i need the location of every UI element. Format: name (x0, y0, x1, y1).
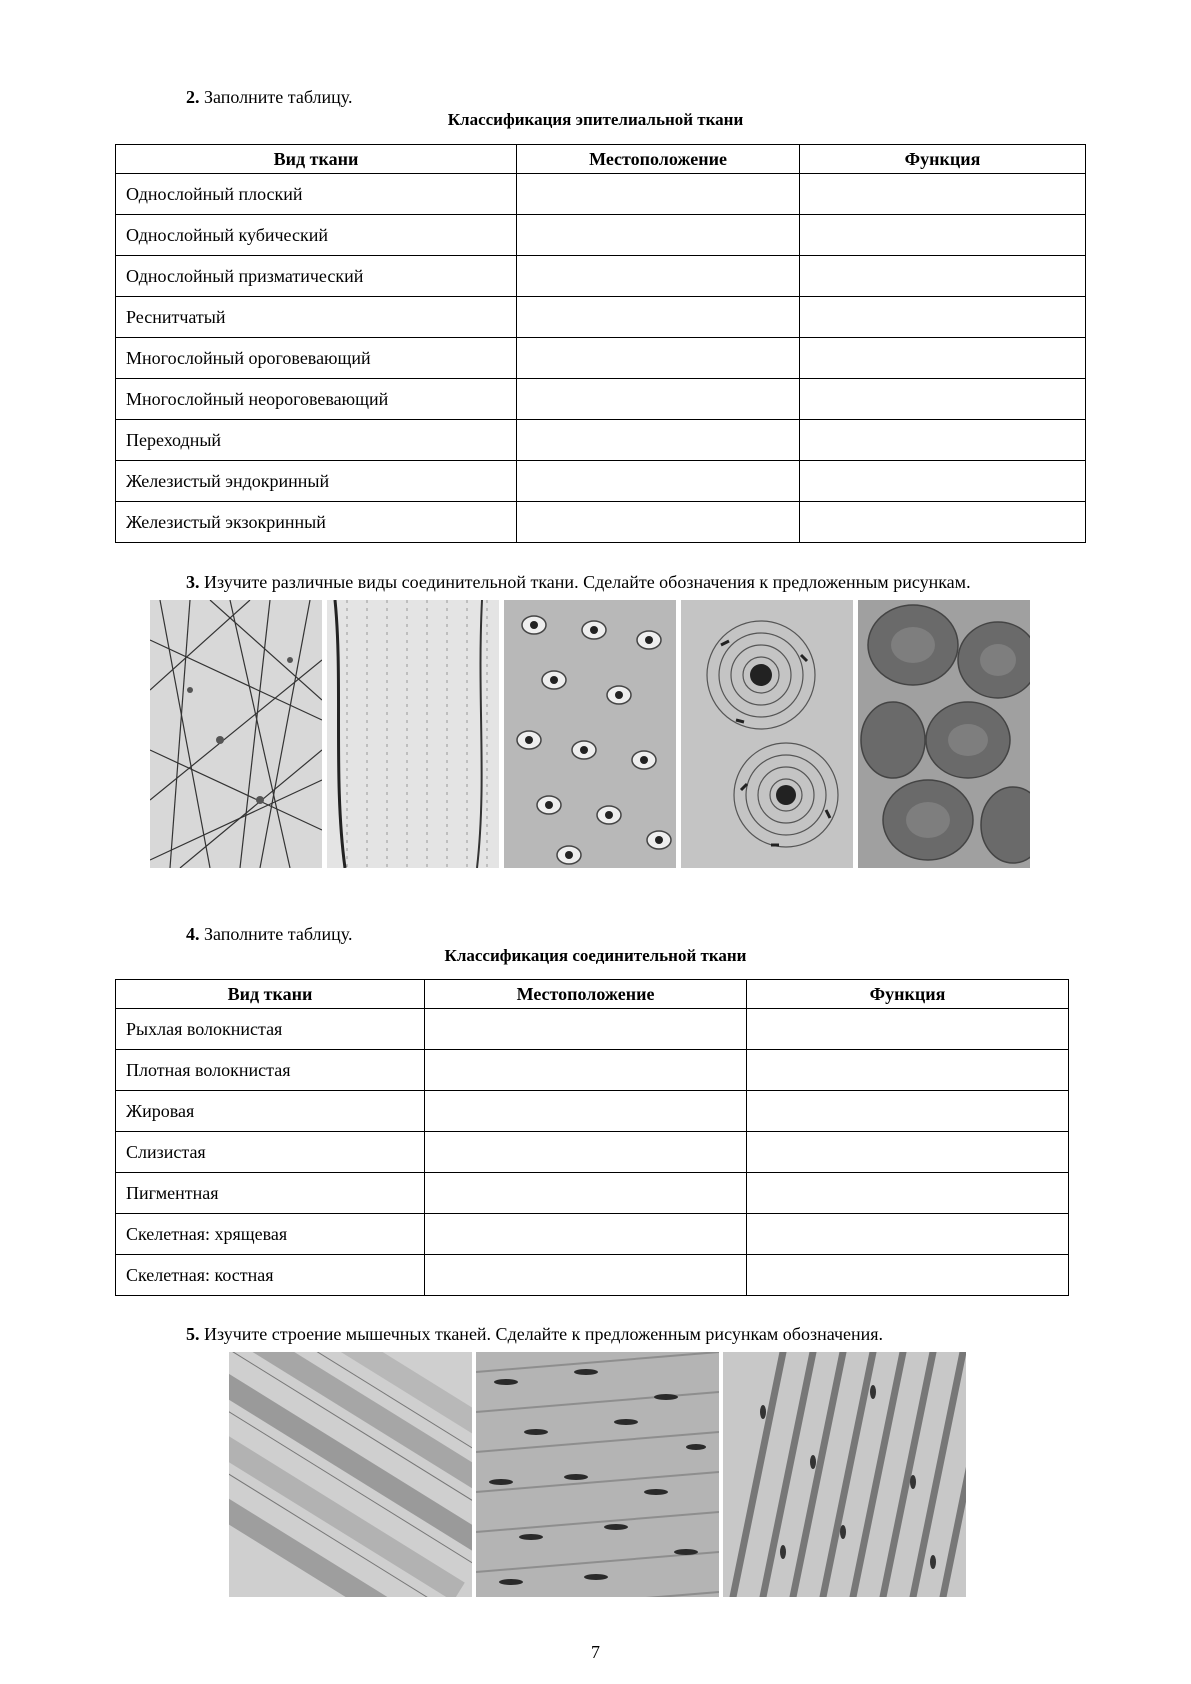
connective-table-location-cell[interactable] (425, 1009, 747, 1050)
connective-table-location-cell[interactable] (425, 1214, 747, 1255)
muscle-tissue-images (229, 1352, 966, 1597)
epithelial-table-location-cell[interactable] (517, 297, 800, 338)
epithelial-table-row (116, 297, 1086, 338)
table-1-caption: Классификация эпителиальной ткани (447, 110, 744, 129)
epithelial-table-function-cell[interactable] (800, 461, 1086, 502)
epithelial-table-row-label: Однослойный кубический (116, 215, 517, 256)
epithelial-table-function-cell[interactable] (800, 379, 1086, 420)
connective-table-row (116, 1132, 1069, 1173)
task-4-instruction (186, 923, 353, 945)
connective-table-row (116, 1091, 1069, 1132)
task-3-text: Изучите различные виды соединительной ткани. Сделайте обозначения к предложенным рисункам. (204, 572, 971, 592)
task-2-instruction (186, 86, 353, 108)
task-5-instruction (186, 1323, 883, 1345)
epithelial-table-function-cell[interactable] (800, 338, 1086, 379)
connective-table (115, 979, 1069, 1296)
epithelial-table-row (116, 256, 1086, 297)
task-4-text: Заполните таблицу. (204, 924, 353, 944)
connective-table-row (116, 1214, 1069, 1255)
epithelial-table-function-cell[interactable] (800, 420, 1086, 461)
bone-tissue-image (681, 600, 853, 868)
epithelial-table-row-label: Многослойный неороговевающий (116, 379, 517, 420)
epithelial-table-row-label: Однослойный призматический (116, 256, 517, 297)
blood-cells-image (858, 600, 1030, 868)
epithelial-table-function-cell[interactable] (800, 215, 1086, 256)
task-3-number: 3. (186, 572, 200, 592)
connective-table-row (116, 1255, 1069, 1296)
connective-table-row-label: Рыхлая волокнистая (116, 1009, 425, 1050)
epithelial-table-row (116, 502, 1086, 543)
epithelial-table-row (116, 461, 1086, 502)
task-5-text: Изучите строение мышечных тканей. Сделайте к предложенным рисункам обозначения. (204, 1324, 884, 1344)
connective-table-row (116, 1050, 1069, 1091)
table-2-header-location: Местоположение (425, 980, 747, 1009)
epithelial-table-location-cell[interactable] (517, 215, 800, 256)
epithelial-table-function-cell[interactable] (800, 256, 1086, 297)
cardiac-muscle-image (723, 1352, 966, 1597)
epithelial-table-location-cell[interactable] (517, 502, 800, 543)
cartilage-tissue-image (504, 600, 676, 868)
epithelial-table-row (116, 215, 1086, 256)
epithelial-table-location-cell[interactable] (517, 174, 800, 215)
table-2-header-type: Вид ткани (116, 980, 425, 1009)
epithelial-table-row-label: Многослойный ороговевающий (116, 338, 517, 379)
epithelial-table-location-cell[interactable] (517, 338, 800, 379)
table-2-header-function: Функция (747, 980, 1069, 1009)
epithelial-table-location-cell[interactable] (517, 379, 800, 420)
connective-table-row-label: Плотная волокнистая (116, 1050, 425, 1091)
skeletal-muscle-image (229, 1352, 472, 1597)
task-3-instruction (186, 571, 971, 593)
connective-table-location-cell[interactable] (425, 1091, 747, 1132)
connective-table-row-label: Скелетная: хрящевая (116, 1214, 425, 1255)
task-2-number: 2. (186, 87, 200, 107)
epithelial-table-row-label: Переходный (116, 420, 517, 461)
connective-table-row-label: Скелетная: костная (116, 1255, 425, 1296)
table-1-header-location: Местоположение (517, 145, 800, 174)
epithelial-table-row-label: Железистый экзокринный (116, 502, 517, 543)
task-2-text: Заполните таблицу. (204, 87, 353, 107)
connective-table-location-cell[interactable] (425, 1173, 747, 1214)
epithelial-table-function-cell[interactable] (800, 174, 1086, 215)
epithelial-table-function-cell[interactable] (800, 502, 1086, 543)
epithelial-table-row (116, 338, 1086, 379)
epithelial-table-row-label: Однослойный плоский (116, 174, 517, 215)
connective-table-row-label: Слизистая (116, 1132, 425, 1173)
connective-table-row-label: Жировая (116, 1091, 425, 1132)
connective-table-row (116, 1173, 1069, 1214)
table-1-header-type: Вид ткани (116, 145, 517, 174)
connective-table-function-cell[interactable] (747, 1050, 1069, 1091)
smooth-muscle-image (476, 1352, 719, 1597)
connective-table-row-label: Пигментная (116, 1173, 425, 1214)
task-5-number: 5. (186, 1324, 200, 1344)
connective-table-location-cell[interactable] (425, 1132, 747, 1173)
epithelial-table-row (116, 379, 1086, 420)
epithelial-table-function-cell[interactable] (800, 297, 1086, 338)
connective-table-function-cell[interactable] (747, 1173, 1069, 1214)
connective-table-function-cell[interactable] (747, 1091, 1069, 1132)
epithelial-table-row (116, 420, 1086, 461)
epithelial-table-row-label: Железистый эндокринный (116, 461, 517, 502)
connective-tissue-images (150, 600, 1030, 868)
connective-table-location-cell[interactable] (425, 1050, 747, 1091)
epithelial-table-location-cell[interactable] (517, 461, 800, 502)
epithelial-table (115, 144, 1086, 543)
connective-table-function-cell[interactable] (747, 1132, 1069, 1173)
loose-fibrous-tissue-image (150, 600, 322, 868)
connective-table-location-cell[interactable] (425, 1255, 747, 1296)
connective-table-function-cell[interactable] (747, 1009, 1069, 1050)
dense-fibrous-tissue-image (327, 600, 499, 868)
table-2-caption: Классификация соединительной ткани (444, 946, 747, 965)
epithelial-table-location-cell[interactable] (517, 420, 800, 461)
connective-table-function-cell[interactable] (747, 1255, 1069, 1296)
table-1-header-function: Функция (800, 145, 1086, 174)
epithelial-table-row-label: Реснитчатый (116, 297, 517, 338)
epithelial-table-location-cell[interactable] (517, 256, 800, 297)
connective-table-function-cell[interactable] (747, 1214, 1069, 1255)
connective-table-row (116, 1009, 1069, 1050)
epithelial-table-row (116, 174, 1086, 215)
page-number: 7 (591, 1642, 600, 1662)
task-4-number: 4. (186, 924, 200, 944)
